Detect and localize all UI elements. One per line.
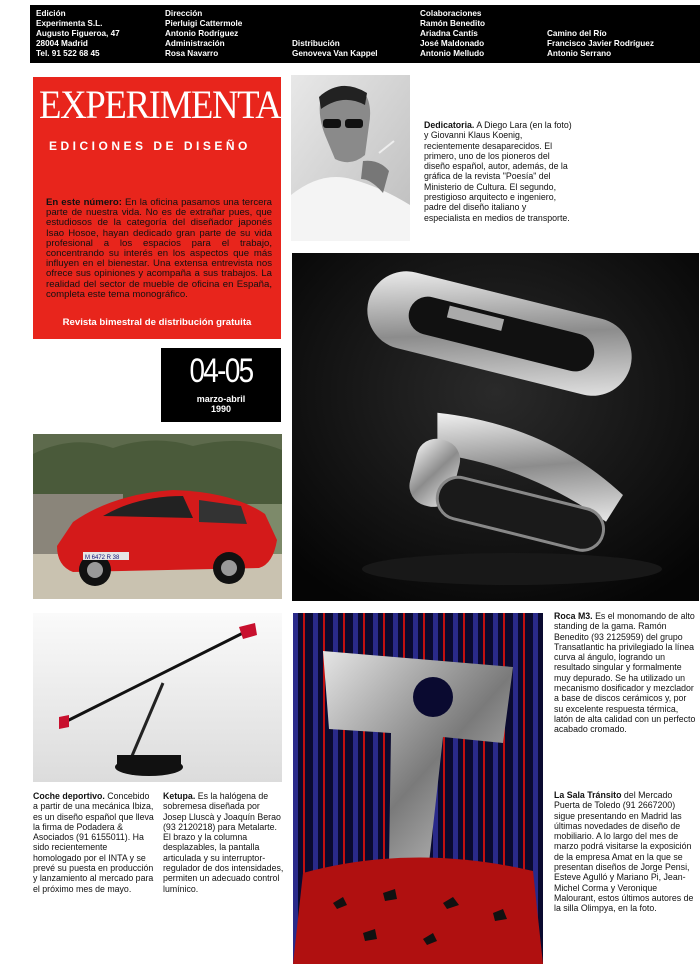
revista-tagline: Revista bimestral de distribución gratuita bbox=[62, 317, 252, 328]
lamp-photo bbox=[33, 613, 282, 782]
brand-box bbox=[33, 77, 281, 339]
masthead-direccion: Dirección Pierluigi Cattermole Antonio Rodríguez Administración Rosa Navarro bbox=[165, 9, 243, 58]
portrait-photo bbox=[291, 75, 410, 241]
faucet-photo bbox=[292, 253, 699, 601]
masthead-edicion: Edición Experimenta S.L. Augusto Figueroa, 47 28004 Madrid Tel. 91 522 68 45 bbox=[36, 9, 120, 58]
masthead-colaboraciones: Colaboraciones Ramón Benedito Ariadna Cantís José Maldonado Antonio Melludo bbox=[420, 9, 486, 58]
caption-sala-transito: La Sala Tránsito del Mercado Puerta de Toledo (91 2667200) sigue presentando en Madrid las últimas novedades de diseño de mobiliario. A lo largo del mes de marzo podrá visitarse la exposición de la empresa Amat en la que se presentan diseños de Jorge Pensi, Esteve Agulló y Mariano Pi, Jean-Michel Corma y Veronique Malourant, estos últimos autores de la silla Olimpya, en la foto. bbox=[554, 790, 694, 914]
car-license-plate: M 6472 R 38 bbox=[85, 555, 120, 561]
brand-subtitle: EDICIONES DE DISEÑO bbox=[49, 139, 251, 153]
lamp-illustration bbox=[33, 613, 282, 782]
caption-roca: Roca M3. Es el monomando de alto standing de la gama. Ramón Benedito (93 2125959) del grupo Transatlantic ha privilegiado la línea curva al ángulo, logrando un resultado singular y formalmente muy depurado. Se ha utilizado un mecanismo dosificador y mezclador a base de discos cerámicos y, por su excelente respuesta térmica, latón de alta calidad con un perfecto acabado cromado. bbox=[554, 611, 696, 735]
caption-dedicatoria: Dedicatoria. A Diego Lara (en la foto) y Giovanni Klaus Koenig, recientemente desaparecidos. El primero, uno de los pioneros del diseño español, autor, además, de la gráfica de la revista "Poesía" del Ministerio de Cultura. El segundo, prestigioso arquitecto e ingeniero, padre del diseño italiano y especialista en medios de transporte. bbox=[424, 120, 572, 223]
caption-coche: Coche deportivo. Concebido a partir de una mecánica Ibiza, es un diseño español que lleva la firma de Podadera & Asociados (91 6155011). Ha sido recientemente homologado por el INTA y se prevé su puesta en producción y lanzamiento al mercado para el próximo mes de mayo. bbox=[33, 791, 154, 894]
portrait-illustration bbox=[291, 75, 410, 241]
car-photo bbox=[33, 434, 282, 599]
chair-illustration bbox=[293, 613, 543, 964]
issue-number: 04-05 bbox=[189, 352, 253, 390]
faucet-illustration bbox=[292, 253, 699, 601]
masthead-more-collaborators: Camino del Río Francisco Javier Rodríguez Antonio Serrano bbox=[547, 29, 654, 58]
masthead bbox=[30, 5, 700, 63]
issue-date: marzo-abril 1990 bbox=[196, 394, 246, 414]
chair-photo bbox=[293, 613, 543, 964]
brand-logo: EXPERIMENTA bbox=[39, 82, 281, 127]
masthead-distribucion: Distribución Genoveva Van Kappel bbox=[292, 39, 378, 58]
issue-badge bbox=[161, 348, 281, 422]
car-illustration bbox=[33, 434, 282, 599]
intro-text: En este número: En la oficina pasamos una tercera parte de nuestra vida. No es de extrañar pues, que estudiosos de la categoría del diseñador japonés Isao Hosoe, hayan dedicado gran parte de su vida profesional a los espacios para el trabajo, concentrando su interés en los aspectos que más influyen en el bienestar. Una extensa entrevista nos ofrece sus opiniones y acompaña a sus trabajos. La realidad del sector de mueble de oficina en España, completa este tema monográfico. bbox=[46, 197, 272, 300]
caption-ketupa: Ketupa. Es la halógena de sobremesa diseñada por Josep Lluscà y Joaquín Berao (93 2120218) para Metalarte. El brazo y la columna desplazables, la pantalla articulada y su interruptor-regulador de dos intensidades, permiten un adecuado control lumínico. bbox=[163, 791, 284, 894]
